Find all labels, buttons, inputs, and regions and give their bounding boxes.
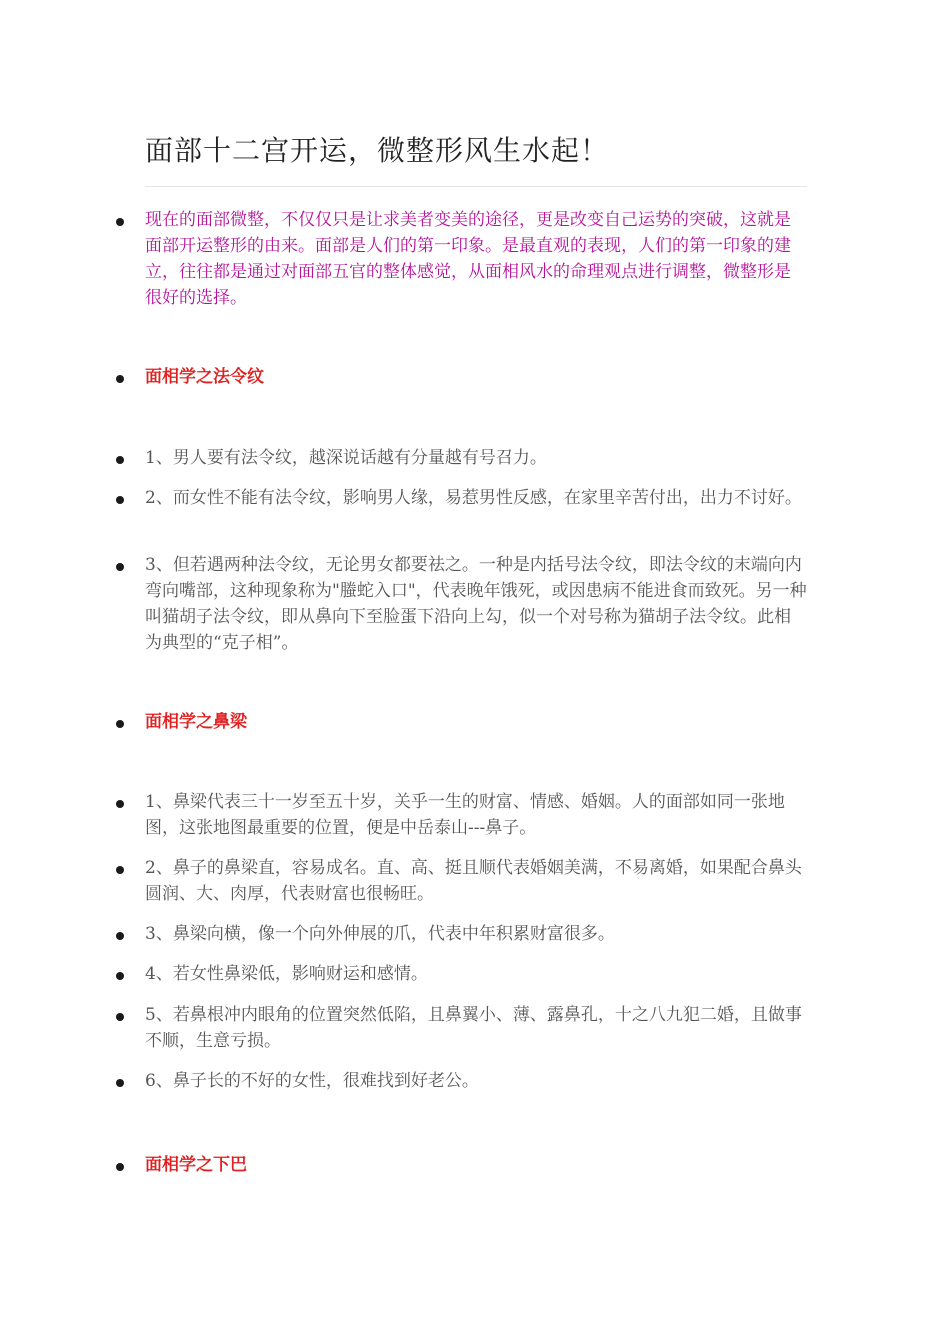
bullet-icon: [116, 1163, 124, 1171]
intro-paragraph: 现在的面部微整，不仅仅只是让求美者变美的途径，更是改变自己运势的突破，这就是面部开运整形的由来。面部是人们的第一印象。是最直观的表现，人们的第一印象的建立，往往都是通过对面部五官的整体感觉，从面相风水的命理观点进行调整，微整形是很好的选择。: [145, 210, 791, 308]
section-heading-chin: 面相学之下巴: [145, 1155, 247, 1175]
list-item: 4、若女性鼻梁低，影响财运和感情。: [145, 964, 428, 984]
list-item: 5、若鼻根冲内眼角的位置突然低陷，且鼻翼小、薄、露鼻孔，十之八九犯二婚，且做事不顺，生意亏损。: [145, 1005, 802, 1051]
list-item: 2、鼻子的鼻梁直，容易成名。直、高、挺且顺代表婚姻美满，不易离婚，如果配合鼻头圆润、大、肉厚，代表财富也很畅旺。: [145, 858, 802, 904]
title-divider: [145, 186, 807, 187]
page-title: 面部十二宫开运，微整形风生水起！: [145, 134, 610, 167]
list-item: 1、鼻梁代表三十一岁至五十岁，关乎一生的财富、情感、婚姻。人的面部如同一张地图，这张地图最重要的位置，便是中岳泰山---鼻子。: [145, 792, 785, 838]
list-item: 2、而女性不能有法令纹，影响男人缘，易惹男性反感，在家里辛苦付出，出力不讨好。: [145, 488, 802, 508]
bullet-icon: [116, 218, 124, 226]
bullet-icon: [116, 456, 124, 464]
section-heading-nose-bridge: 面相学之鼻梁: [145, 712, 247, 732]
list-item: 3、但若遇两种法令纹，无论男女都要祛之。一种是内括号法令纹，即法令纹的末端向内弯向嘴部，这种现象称为"螣蛇入口"，代表晚年饿死，或因患病不能进食而致死。另一种叫猫胡子法令纹，即从鼻向下至脸蛋下沿向上勾，似一个对号称为猫胡子法令纹。此相为典型的“克子相”。: [145, 555, 807, 653]
bullet-icon: [116, 496, 124, 504]
bullet-icon: [116, 972, 124, 980]
bullet-icon: [116, 932, 124, 940]
bullet-icon: [116, 866, 124, 874]
bullet-icon: [116, 1079, 124, 1087]
list-item: 6、鼻子长的不好的女性，很难找到好老公。: [145, 1071, 479, 1091]
list-item: 1、男人要有法令纹，越深说话越有分量越有号召力。: [145, 448, 547, 468]
bullet-icon: [116, 375, 124, 383]
bullet-icon: [116, 563, 124, 571]
bullet-icon: [116, 1013, 124, 1021]
bullet-icon: [116, 720, 124, 728]
bullet-icon: [116, 800, 124, 808]
list-item: 3、鼻梁向横，像一个向外伸展的爪，代表中年积累财富很多。: [145, 924, 615, 944]
section-heading-nasolabial: 面相学之法令纹: [145, 367, 264, 387]
